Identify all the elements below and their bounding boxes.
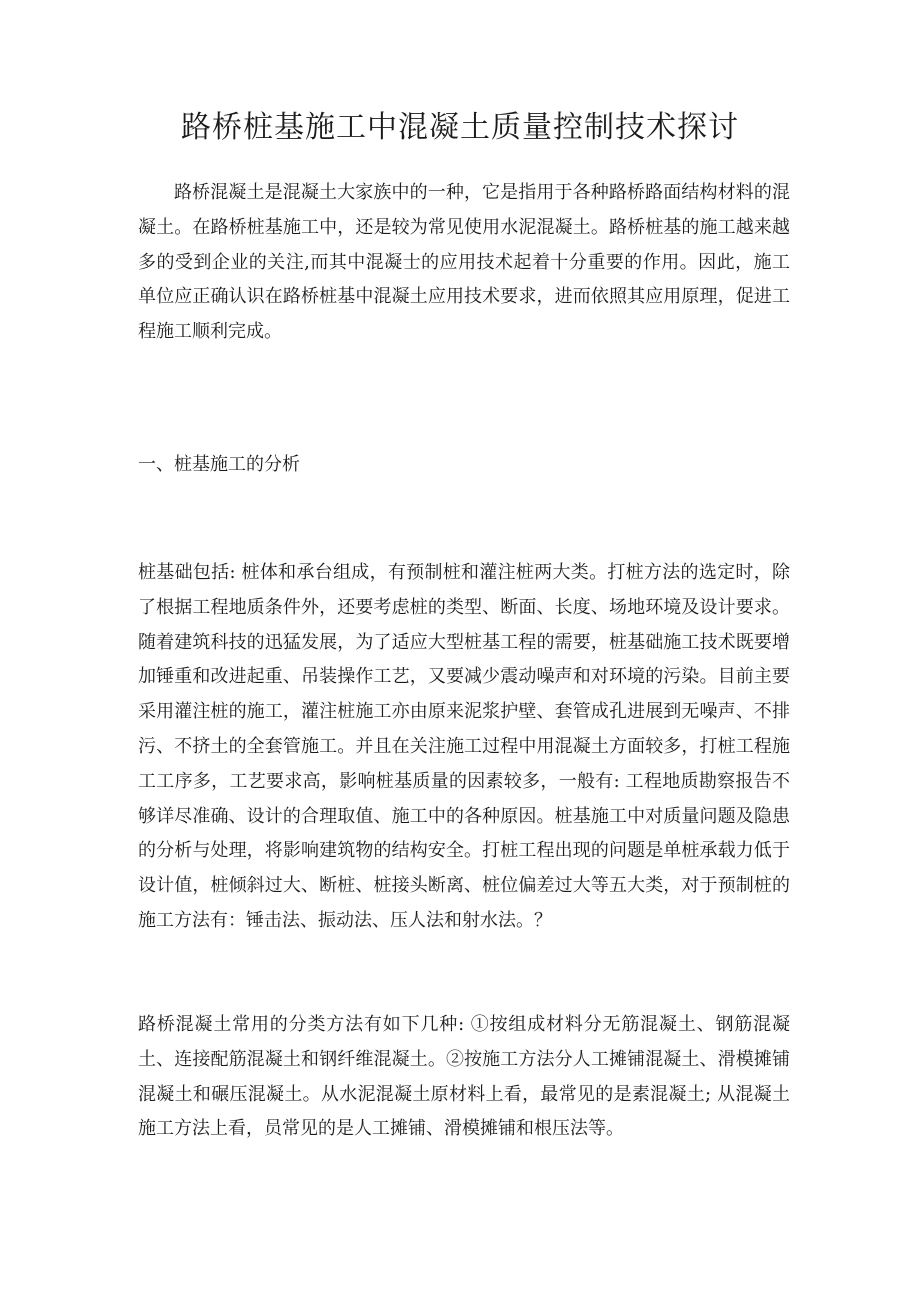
section-heading: 一、桩基施工的分析 (138, 454, 300, 475)
document-title: 路桥桩基施工中混凝土质量控制技术探讨 (181, 110, 739, 145)
body-paragraph-2: 路桥混凝土常用的分类方法有如下几种: ①按组成材料分无筋混凝土、钢筋混凝土、连接配筋混凝土和钢纤维混凝土。②按施工方法分人工摊铺混凝土、滑模摊铺混凝土和碾压混凝土。从水泥混凝土原材料上看，最常见的是素混凝土; 从混凝土施工方法上看，员常见的是人工摊铺、滑模摊铺和根压法等。 (138, 1014, 790, 1140)
intro-paragraph: 路桥混凝土是混凝土大家族中的一种，它是指用于各种路桥路面结构材料的混凝土。在路桥桩基施工中，还是较为常见使用水泥混凝土。路桥桩基的施工越来越多的受到企业的关注,而其中混凝士的应用技术起着十分重要的作用。因此，施工单位应正确认识在路桥桩基中混凝土应用技术要求，进而依照其应用原理，促进工程施工顺利完成。 (138, 182, 790, 343)
body-paragraph-1: 桩基础包括: 桩体和承台组成，有预制桩和灌注桩两大类。打桩方法的选定时，除了根据工程地质条件外，还要考虑桩的类型、断面、长度、场地环境及设计要求。随着建筑科技的迅猛发展，为了适应大型桩基工程的需要，桩基础施工技术既要增加锤重和改进起重、吊装操作工艺，又要减少震动噪声和对环境的污染。目前主要采用灌注桩的施工，灌注桩施工亦由原来泥浆护壁、套管成孔进展到无噪声、不排污、不挤土的全套管施工。并且在关注施工过程中用混凝土方面较多，打桩工程施工工序多，工艺要求高，影响桩基质量的因素较多，一般有: 工程地质勘察报告不够详尽准确、设计的合理取值、施工中的各种原因。桩基施工中对质量问题及隐患的分析与处理，将影响建筑物的结构安全。打桩工程出现的问题是单桩承载力低于设计值，桩倾斜过大、断桩、桩接头断离、桩位偏差过大等五大类，对于预制桩的施工方法有：锤击法、振动法、压人法和射水法。？ (138, 562, 790, 931)
